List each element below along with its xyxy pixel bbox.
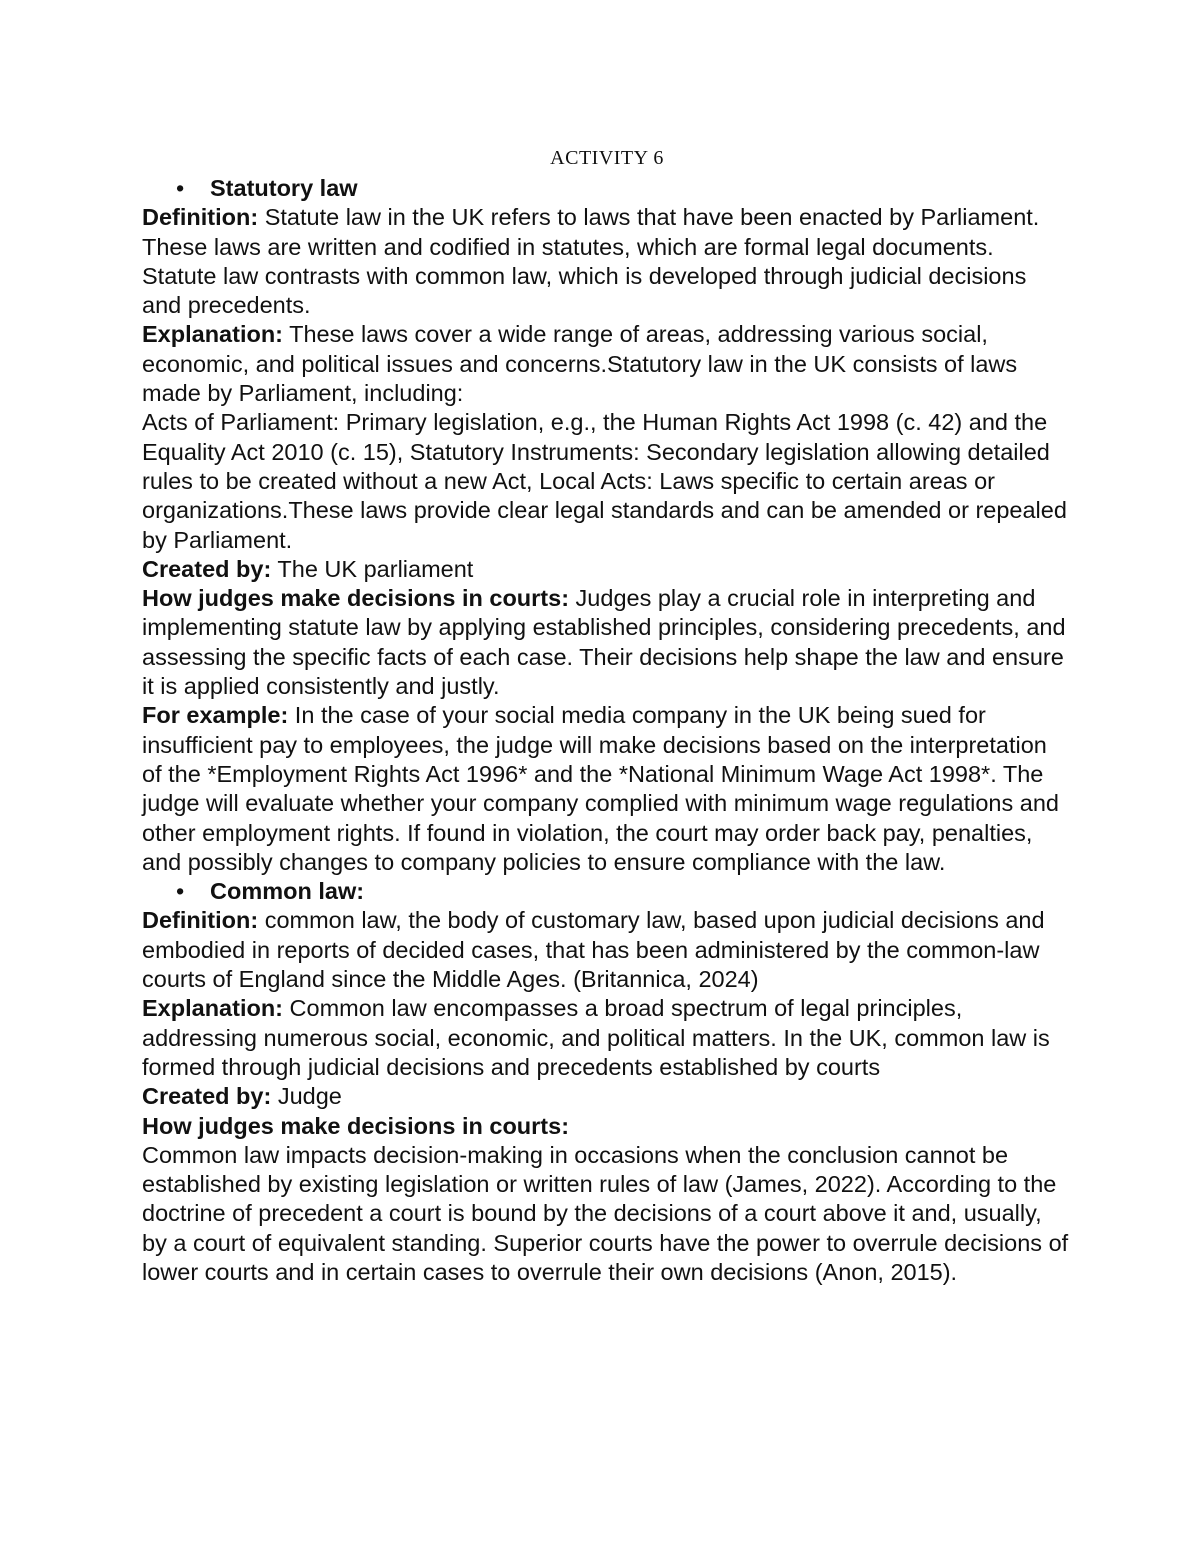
section-heading-statutory: Statutory law [210,175,358,201]
definition-label: Definition: [142,907,259,934]
definition-text: common law, the body of customary law, based upon judicial decisions and embodied in reports of decided cases, that has been administered by the common-law courts of England since the Middle Ages. (Britannica, 2024) [142,907,1045,993]
statutory-judges [142,584,1072,701]
bullet-common-law [142,877,1072,906]
section-heading-common: Common law: [210,878,365,905]
explanation-label: Explanation: [142,995,284,1022]
statutory-explanation [142,320,1072,408]
judges-text: Judges play a crucial role in interpreting and implementing statute law by applying established principles, considering precedents, and assessing the specific facts of each case. Their decisions help shape the law and ensure it is applied consistently and justly. [142,585,1066,700]
judges-label: How judges make decisions in courts: [142,585,570,612]
statutory-definition [142,203,1072,320]
bullet-statutory-law [142,174,1072,203]
document-page [142,140,1072,1287]
example-label: For example: [142,702,289,729]
bullet-icon: • [176,175,185,201]
created-by-text: The UK parliament [271,555,474,582]
example-text: In the case of your social media company in the UK being sued for insufficient pay to employees, the judge will make decisions based on the interpretation of the *Employment Rights Act 1996* and the *National Minimum Wage Act 1998*. The judge will evaluate whether your company complied with minimum wage regulations and other employment rights. If found in violation, the court may order back pay, penalties, and possibly changes to company policies to ensure compliance with the law. [142,702,1059,875]
common-definition [142,906,1072,994]
statutory-created-by [142,555,1072,584]
created-by-label: Created by: [142,555,272,582]
definition-text: Statute law in the UK refers to laws that have been enacted by Parliament. These laws are written and codified in statutes, which are formal legal documents. Statute law contrasts with common law, which is developed through judicial decisions and precedents. [142,204,1040,319]
common-judges-heading [142,1112,1072,1141]
judges-label: How judges make decisions in courts: [142,1112,570,1139]
explanation-label: Explanation: [142,321,284,348]
explanation-text: Common law encompasses a broad spectrum of legal principles, addressing numerous social, economic, and political matters. In the UK, common law is formed through judicial decisions and precedents established by courts [142,995,1050,1080]
document-title: ACTIVITY 6 [550,147,664,169]
common-judges-text: Common law impacts decision-making in occasions when the conclusion cannot be established by existing legislation or written rules of law (James, 2022). According to the doctrine of precedent a court is bound by the decisions of a court above it and, usually, by a court of equivalent standing. Superior courts have the power to overrule decisions of lower courts and in certain cases to overrule their own decisions (Anon, 2015). [142,1141,1069,1285]
bullet-icon: • [176,878,185,905]
explanation-text: These laws cover a wide range of areas, addressing various social, economic, and political issues and concerns.Statutory law in the UK consists of laws made by Parliament, including: [142,321,1018,407]
common-explanation [142,994,1072,1082]
created-by-text: Judge [271,1083,342,1110]
created-by-label: Created by: [142,1083,272,1110]
statutory-example [142,701,1072,877]
common-created-by [142,1082,1072,1111]
statutory-acts: Acts of Parliament: Primary legislation, e.g., the Human Rights Act 1998 (c. 42) and the Equality Act 2010 (c. 15), Statutory Instruments: Secondary legislation allowing detailed rules to be created without a new Act, Local Acts: Laws specific to certain areas or organizations.These laws provide clear legal standards and can be amended or repealed by Parliament. [142,409,1067,553]
definition-label: Definition: [142,204,259,231]
